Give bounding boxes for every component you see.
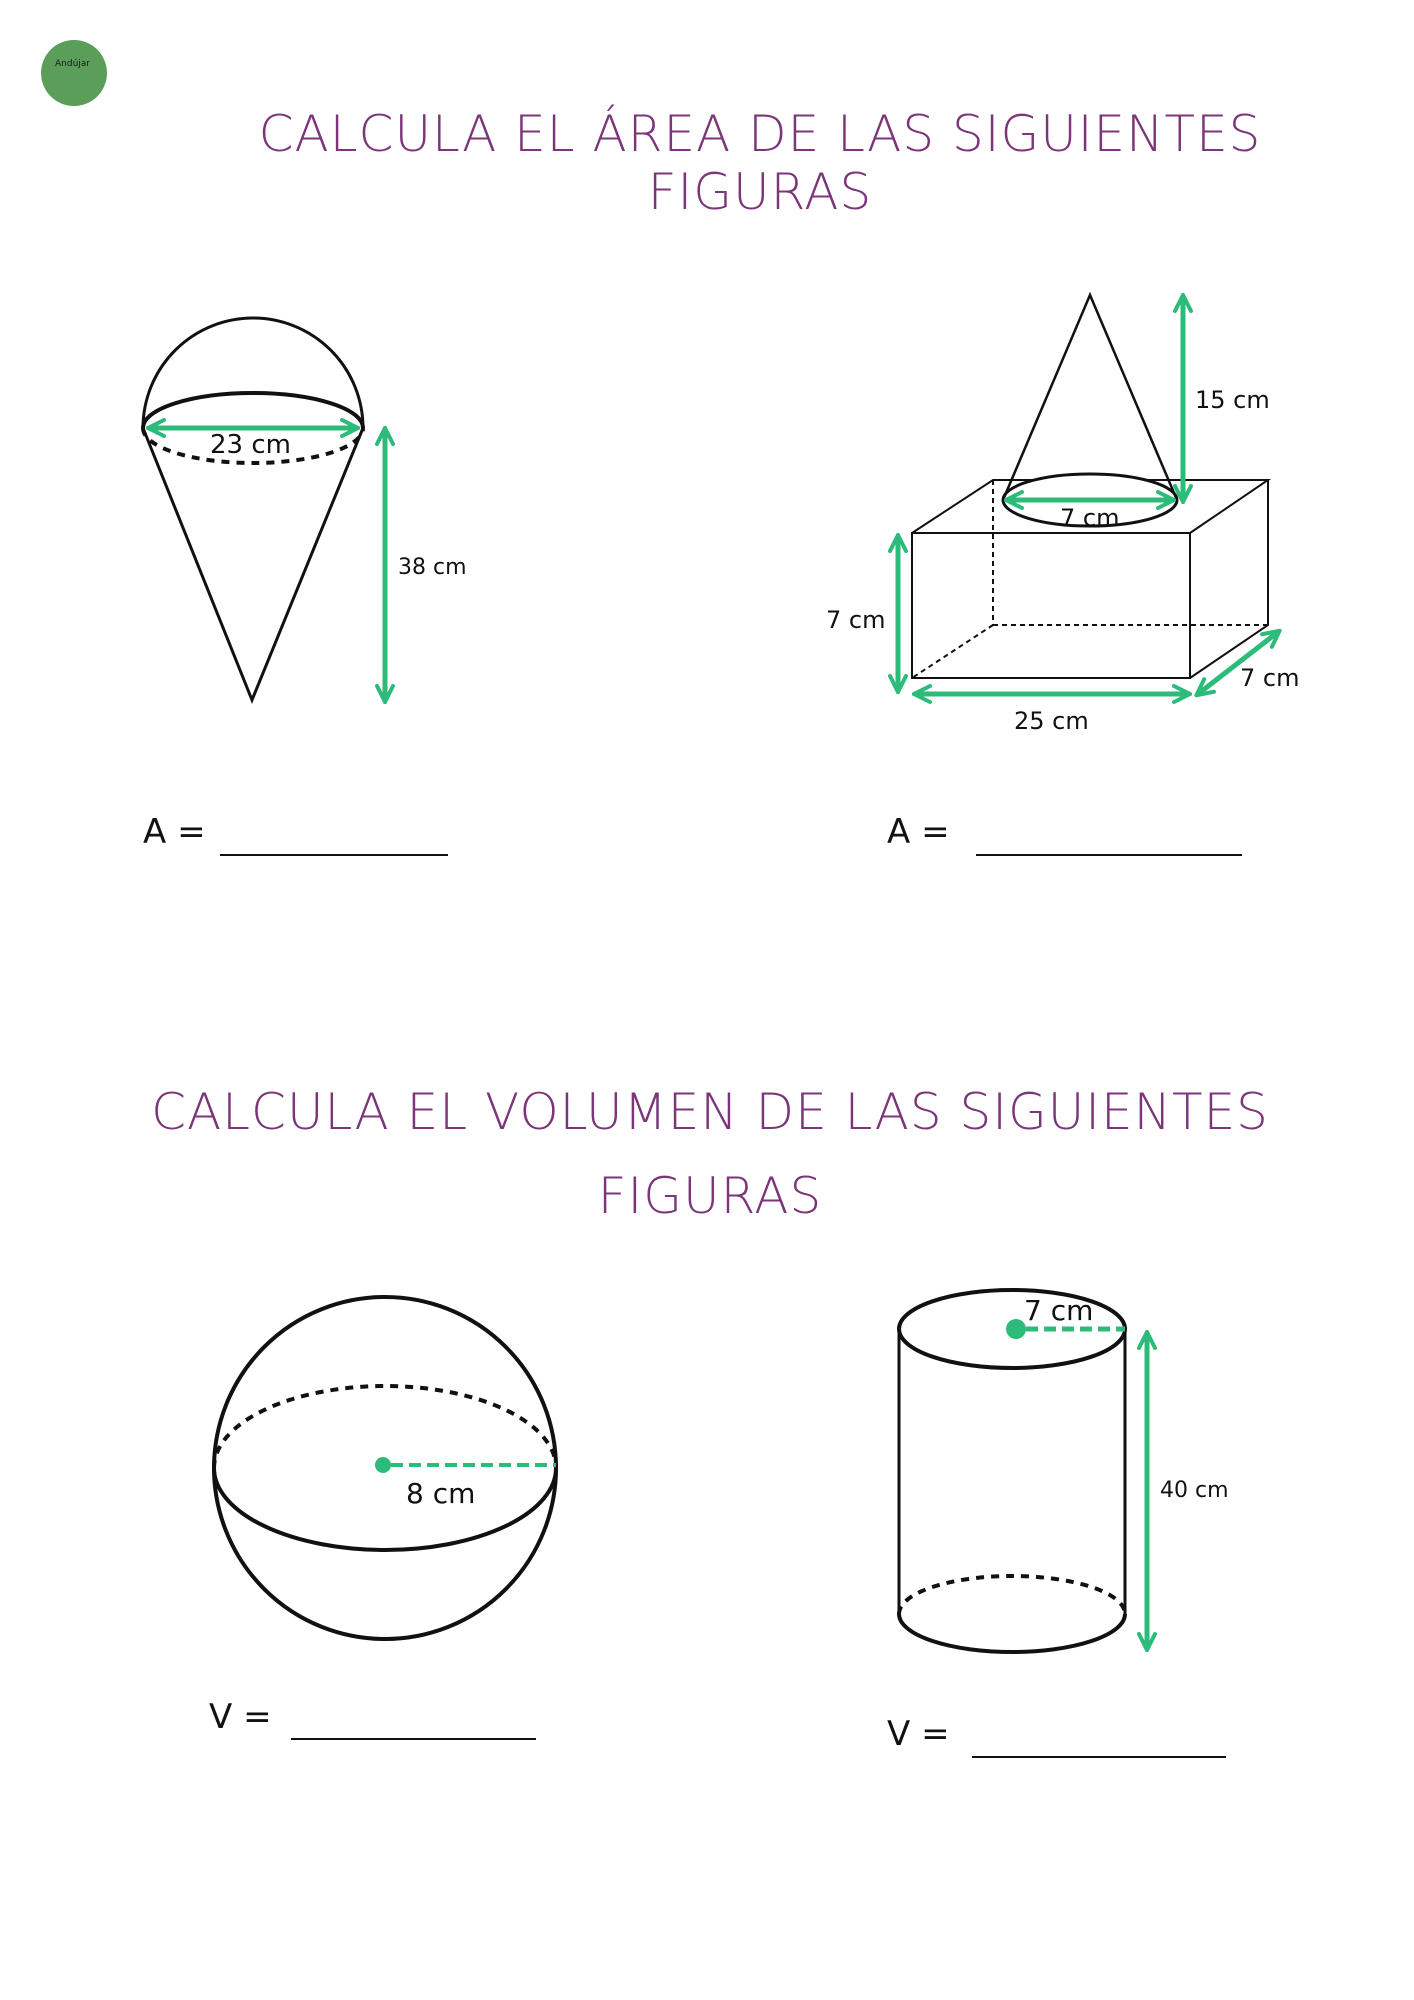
- hemisphere-outline: [143, 318, 363, 428]
- label-sphere-radius: 8 cm: [406, 1477, 476, 1510]
- sphere-equator-front: [214, 1468, 556, 1550]
- answer-blank-3[interactable]: [291, 1738, 536, 1740]
- figure-cone-hemisphere: [143, 318, 467, 700]
- cone-outline: [143, 428, 363, 700]
- answer-blank-4[interactable]: [972, 1756, 1226, 1758]
- answer-label-3: V =: [209, 1697, 272, 1737]
- answer-label-1: A =: [143, 812, 206, 852]
- label-box-depth: 7 cm: [1240, 664, 1300, 692]
- volume-title-line2: FIGURAS: [597, 1167, 823, 1225]
- label-cylinder-radius: 7 cm: [1024, 1294, 1094, 1327]
- label-height-1: 38 cm: [398, 555, 467, 580]
- box-front-face: [912, 533, 1190, 678]
- sphere-center-dot: [375, 1457, 391, 1473]
- logo-text: Andújar: [55, 59, 90, 69]
- label-box-height: 7 cm: [826, 606, 886, 634]
- answer-label-4: V =: [887, 1714, 950, 1754]
- cone-top-ellipse-front: [143, 393, 363, 428]
- area-section-title: CALCULA EL ÁREA DE LAS SIGUIENTES FIGURAS: [258, 105, 1262, 221]
- volume-title-line1: CALCULA EL VOLUMEN DE LAS SIGUIENTES: [151, 1083, 1269, 1141]
- cylinder-bottom-front: [899, 1614, 1125, 1652]
- cone-outline-2: [1003, 295, 1177, 500]
- sphere-equator-back: [214, 1386, 556, 1468]
- figure-sphere: [214, 1297, 556, 1639]
- label-diameter-1: 23 cm: [210, 430, 291, 460]
- answer-blank-1[interactable]: [220, 854, 448, 856]
- cylinder-center-dot: [1006, 1319, 1026, 1339]
- label-cone-diameter: 7 cm: [1060, 504, 1120, 532]
- label-box-length: 25 cm: [1014, 707, 1089, 735]
- cylinder-bottom-back: [899, 1576, 1125, 1614]
- label-cylinder-height: 40 cm: [1160, 1478, 1229, 1503]
- figure-cylinder: [899, 1290, 1229, 1652]
- answer-blank-2[interactable]: [976, 854, 1242, 856]
- label-cone-height: 15 cm: [1195, 386, 1270, 414]
- answer-label-2: A =: [887, 812, 950, 852]
- figure-cone-on-box: [826, 295, 1299, 735]
